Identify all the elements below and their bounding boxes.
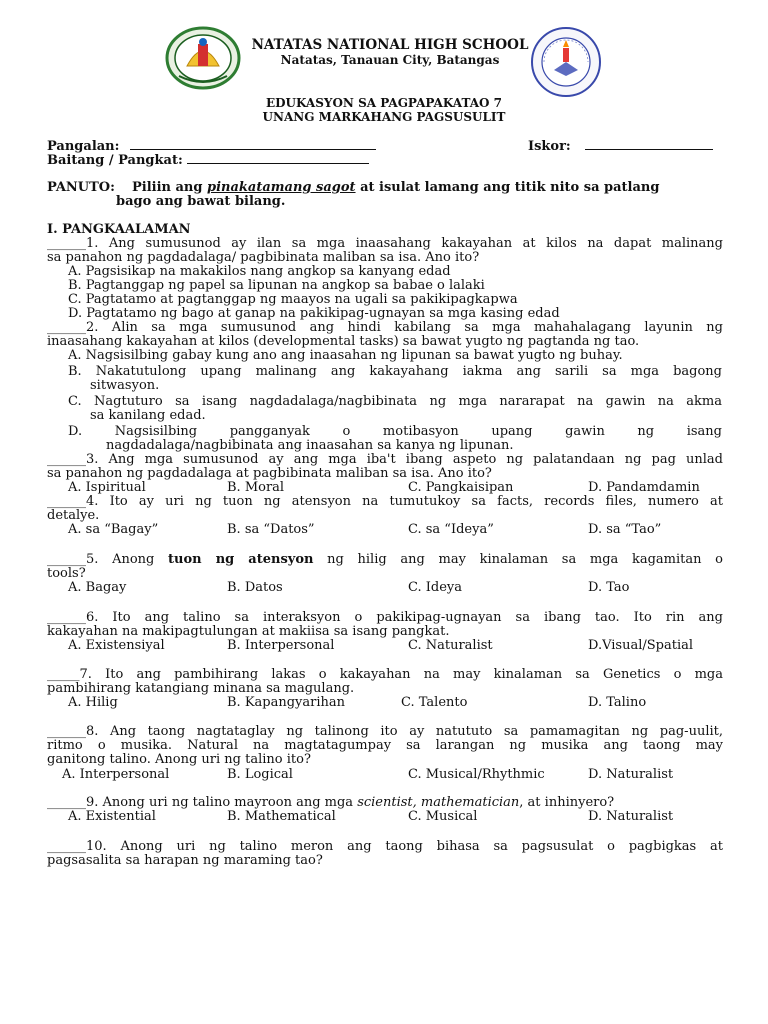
directions-emphasis: pinakatamang sagot (207, 180, 356, 195)
section-title: I. PANGKAALAMAN (47, 222, 191, 237)
directions-label: PANUTO: (47, 180, 115, 195)
q6-option-b: B. Interpersonal (227, 638, 335, 653)
answer-blank[interactable]: ______ (47, 610, 86, 625)
q6-option-c: C. Naturalist (408, 638, 493, 653)
question-4-text-2: detalye. (47, 508, 100, 523)
question-9-text: ______9. Anong uri ng talino mayroon ang mga scientist, mathematician, at inhinyero? (47, 795, 615, 810)
q7-option-d: D. Talino (588, 695, 647, 710)
answer-blank[interactable]: ______ (47, 452, 86, 467)
deped-seal-icon (165, 26, 241, 90)
q4-option-b: B. sa “Datos” (227, 522, 315, 537)
q2-option-c-cont: sa kanilang edad. (90, 408, 206, 423)
answer-blank[interactable]: ______ (47, 494, 86, 509)
question-1-text-2: sa panahon ng pagdadalaga/ pagbibinata maliban sa isa. Ano ito? (47, 250, 480, 265)
score-label: Iskor: (528, 139, 571, 154)
section-field-row (47, 153, 723, 168)
section-input-line[interactable] (187, 153, 369, 164)
q7-option-a: A. Hilig (68, 695, 118, 710)
q2-option-a: A. Nagsisilbing gabay kung ano ang inaasahan ng lipunan sa bawat yugto ng buhay. (68, 348, 623, 363)
q8-option-a: A. Interpersonal (62, 767, 170, 782)
answer-blank[interactable]: ______ (47, 320, 86, 335)
q9-option-b: B. Mathematical (227, 809, 336, 824)
question-4-text: ______4. Ito ay uri ng tuon ng atensyon na tumutukoy sa facts, records files, numero at (47, 494, 723, 509)
q8-option-d: D. Naturalist (588, 767, 674, 782)
q5-option-a: A. Bagay (68, 580, 127, 595)
score-input-line[interactable] (585, 139, 713, 150)
question-3-text: ______3. Ang mga sumusunod ay ang mga iba't ibang aspeto ng palatandaan ng pag unlad (47, 452, 723, 467)
q1-option-c: C. Pagtatamo at pagtanggap ng maayos na ugali sa pakikipagkapwa (68, 292, 518, 307)
q2-option-d-cont: nagdadalaga/nagbibinata ang inaasahan sa kanya ng lipunan. (106, 438, 514, 453)
q6-option-d: D.Visual/Spatial (588, 638, 694, 653)
question-6-text: ______6. Ito ang talino sa interaksyon o pakikipag-ugnayan sa ibang tao. Ito rin ang (47, 610, 723, 625)
answer-blank[interactable]: ______ (47, 724, 86, 739)
q9-option-a: A. Existential (68, 809, 156, 824)
name-label: Pangalan: (47, 139, 120, 154)
question-2-text: ______2. Alin sa mga sumusunod ang hindi kabilang sa mga mahahalagang layunin ng (47, 320, 723, 335)
question-7-text: _____7. Ito ang pambihirang lakas o kakayahan na may kinalaman sa Genetics o mga (47, 667, 723, 682)
q5-emphasis: tuon ng atensyon (168, 552, 314, 567)
answer-blank[interactable]: ______ (47, 795, 86, 810)
q2-option-c: C. Nagtuturo sa isang nagdadalaga/nagbibinata ng mga nararapat na gawin na akma (68, 394, 722, 409)
q2-option-d: D. Nagsisilbing pangganyak o motibasyon upang gawin ng isang (68, 424, 722, 439)
question-1-text: ______1. Ang sumusunod ay ilan sa mga inaasahang kakayahan at kilos na dapat malinang (47, 236, 723, 251)
q3-option-a: A. Ispiritual (68, 480, 146, 495)
question-5-text-2: tools? (47, 566, 86, 581)
answer-blank[interactable]: ______ (47, 552, 86, 567)
question-5-text: ______5. Anong tuon ng atensyon ng hilig ang may kinalaman sa mga kagamitan o (47, 552, 723, 567)
q5-option-b: B. Datos (227, 580, 283, 595)
exam-title: UNANG MARKAHANG PAGSUSULIT (262, 110, 506, 124)
question-3-text-2: sa panahon ng pagdadalaga at pagbibinata maliban sa isa. Ano ito? (47, 466, 492, 481)
q8-option-b: B. Logical (227, 767, 293, 782)
q1-option-a: A. Pagsisikap na makakilos nang angkop sa kanyang edad (68, 264, 451, 279)
q2-option-b: B. Nakatutulong upang malinang ang kakayahang iakma ang sarili sa mga bagong (68, 364, 722, 379)
q7-option-b: B. Kapangyarihan (227, 695, 346, 710)
directions-line-1: PANUTO: Piliin ang pinakatamang sagot at isulat lamang ang titik nito sa patlang (47, 180, 660, 195)
q4-option-d: D. sa “Tao” (588, 522, 662, 537)
q9-option-c: C. Musical (408, 809, 478, 824)
directions-line-2: bago ang bawat bilang. (116, 194, 286, 209)
answer-blank[interactable]: ______ (47, 236, 86, 251)
q3-option-b: B. Moral (227, 480, 285, 495)
question-10-text: ______10. Anong uri ng talino meron ang taong bihasa sa pagsusulat o pagbigkas at (47, 839, 723, 854)
question-8-text: ______8. Ang taong nagtataglay ng talinong ito ay natututo sa pamamagitan ng pag-uulit, (47, 724, 723, 739)
name-input-line[interactable] (130, 139, 376, 150)
q5-option-d: D. Tao (588, 580, 630, 595)
section-label: Baitang / Pangkat: (47, 153, 183, 168)
school-seal-icon (530, 26, 602, 98)
q7-option-c: C. Talento (401, 695, 468, 710)
question-7-text-2: pambihirang katangiang minana sa magulang. (47, 681, 355, 696)
exam-subject: EDUKASYON SA PAGPAPAKATAO 7 (265, 96, 503, 110)
question-8-text-2: ritmo o musika. Natural na magtatagumpay sa larangan ng musika ang taong may (47, 738, 723, 753)
question-8-text-3: ganitong talino. Anong uri ng talino ito? (47, 752, 311, 767)
q6-option-a: A. Existensiyal (68, 638, 165, 653)
q4-option-a: A. sa “Bagay” (68, 522, 159, 537)
q5-option-c: C. Ideya (408, 580, 462, 595)
question-6-text-2: kakayahan na makipagtulungan at makiisa sa isang pangkat. (47, 624, 450, 639)
answer-blank[interactable]: ______ (47, 839, 86, 854)
q1-option-b: B. Pagtanggap ng papel sa lipunan na angkop sa babae o lalaki (68, 278, 485, 293)
school-address: Natatas, Tanauan City, Batangas (280, 53, 500, 67)
score-field-row (528, 139, 728, 154)
school-name: NATATAS NATIONAL HIGH SCHOOL (251, 37, 529, 53)
q1-option-d: D. Pagtatamo ng bago at ganap na pakikipag-ugnayan sa mga kasing edad (68, 306, 560, 321)
question-2-text-2: inaasahang kakayahan at kilos (developmental tasks) sa bawat yugto ng pagtanda ng tao. (47, 334, 640, 349)
q3-option-d: D. Pandamdamin (588, 480, 700, 495)
q3-option-c: C. Pangkaisipan (408, 480, 514, 495)
q4-option-c: C. sa “Ideya” (408, 522, 494, 537)
q8-option-c: C. Musical/Rhythmic (408, 767, 545, 782)
q9-option-d: D. Naturalist (588, 809, 674, 824)
q2-option-b-cont: sitwasyon. (90, 378, 160, 393)
q9-italic: scientist, mathematician (357, 795, 520, 810)
answer-blank[interactable]: _____ (47, 667, 80, 682)
question-10-text-2: pagsasalita sa harapan ng maraming tao? (47, 853, 323, 868)
